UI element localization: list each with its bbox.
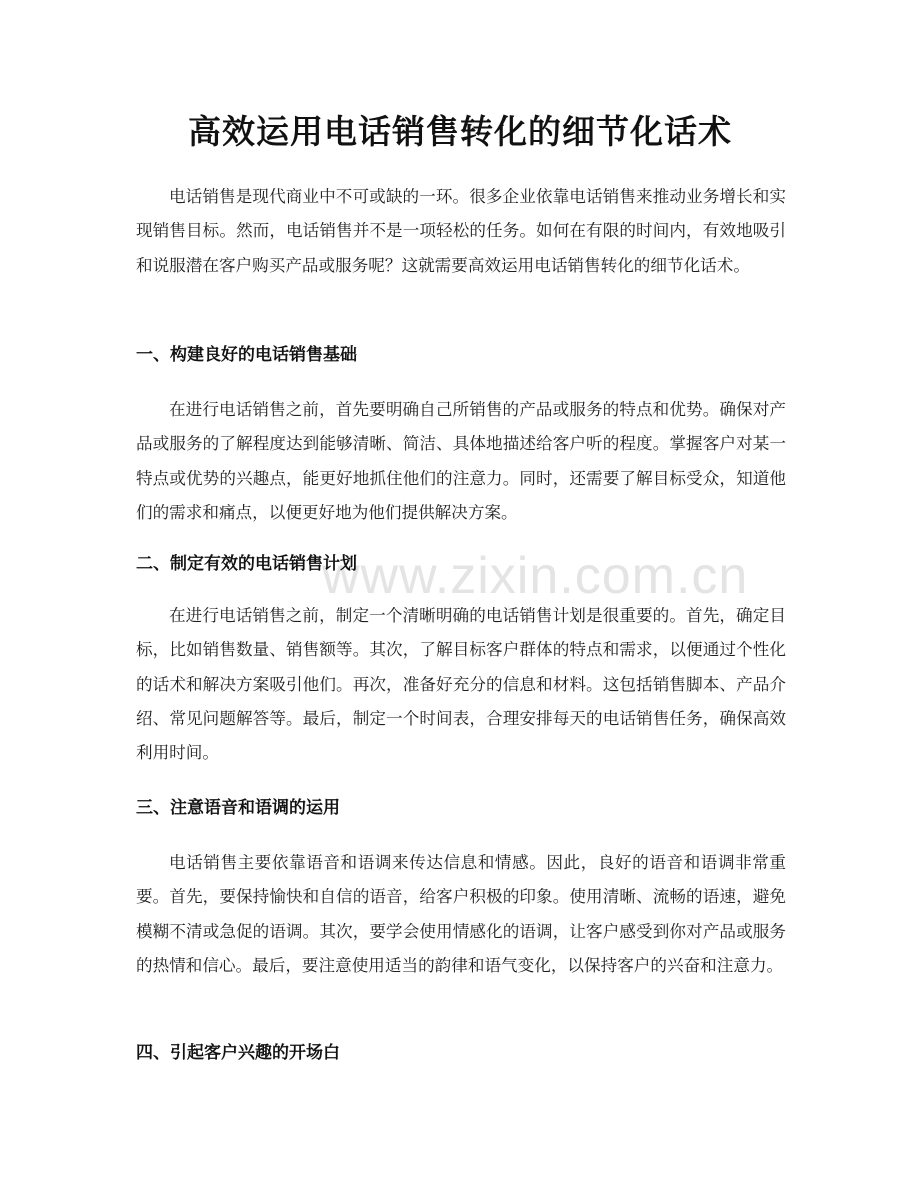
document-title: 高效运用电话销售转化的细节化话术 <box>188 112 732 151</box>
intro-paragraph: 电话销售是现代商业中不可或缺的一环。很多企业依靠电话销售来推动业务增长和实现销售目标。然而，电话销售并不是一项轻松的任务。如何在有限的时间内，有效地吸引和说服潜在客户购买产品或服务呢？这就需要高效运用电话销售转化的细节化话术。 <box>136 187 786 275</box>
watermark: www.zixin.com.cn <box>322 547 749 605</box>
section-body-2: 在进行电话销售之前，制定一个清晰明确的电话销售计划是很重要的。首先，确定目标，比如销售数量、销售额等。其次，了解目标客户群体的特点和需求，以便通过个性化的话术和解决方案吸引他们。再次，准备好充分的信息和材料。这包括销售脚本、产品介绍、常见问题解答等。最后，制定一个时间表，合理安排每天的电话销售任务，确保高效利用时间。 <box>136 606 786 763</box>
section-heading-3: 三、注意语音和语调的运用 <box>136 798 340 818</box>
section-heading-2: 二、制定有效的电话销售计划 <box>136 554 357 574</box>
section-body-3: 电话销售主要依靠语音和语调来传达信息和情感。因此，良好的语音和语调非常重要。首先，要保持愉快和自信的语音，给客户积极的印象。使用清晰、流畅的语速，避免模糊不清或急促的语调。其次，要学会使用情感化的语调，让客户感受到你对产品或服务的热情和信心。最后，要注意使用适当的韵律和语气变化，以保持客户的兴奋和注意力。 <box>136 853 786 975</box>
section-body-1: 在进行电话销售之前，首先要明确自己所销售的产品或服务的特点和优势。确保对产品或服务的了解程度达到能够清晰、简洁、具体地描述给客户听的程度。掌握客户对某一特点或优势的兴趣点，能更好地抓住他们的注意力。同时，还需要了解目标受众，知道他们的需求和痛点，以便更好地为他们提供解决方案。 <box>136 400 786 522</box>
section-heading-4: 四、引起客户兴趣的开场白 <box>136 1043 340 1063</box>
section-heading-1: 一、构建良好的电话销售基础 <box>136 345 357 365</box>
